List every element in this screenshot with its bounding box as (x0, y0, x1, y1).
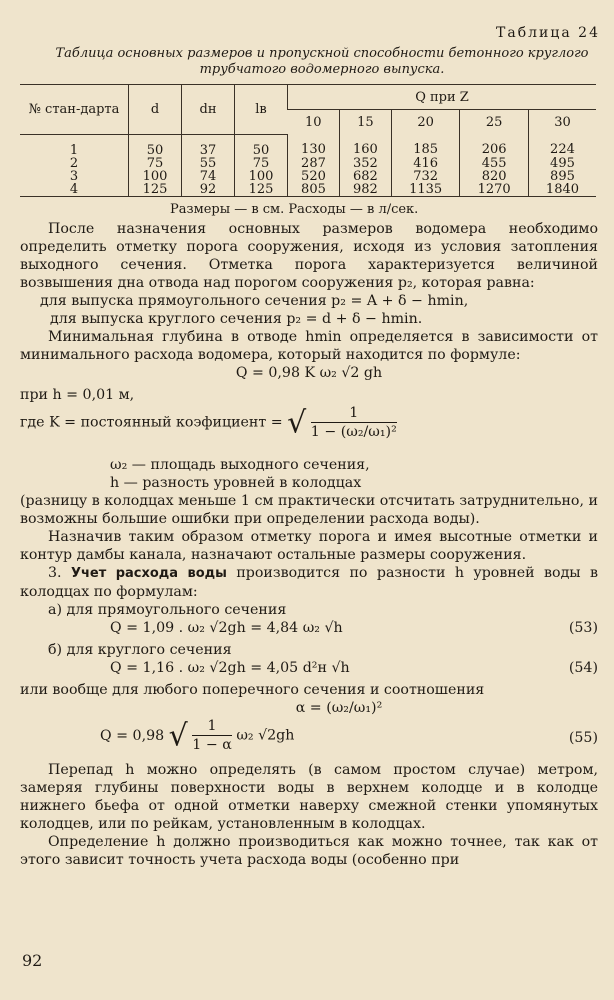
table-cell: 74 (182, 170, 235, 183)
paragraph: (разницу в колодцах меньше 1 см практически отсчитать затруднительно, и возможны большие ошибки при определении расхода воды). (20, 493, 598, 527)
table-number: Таблица 24 (496, 25, 600, 41)
formula-text: Q = 1,16 . ω₂ √2gh = 4,05 d²н √h (110, 660, 350, 676)
paragraph: Определение h должно производиться как можно точнее, так как от этого зависит точность учета расхода воды (особенно при (20, 834, 598, 868)
table-cell: 495 (528, 157, 596, 170)
formula-line: для выпуска круглого сечения p₂ = d + δ − hmin. (50, 311, 423, 327)
paragraph: Перепад h можно определять (в самом простом случае) метром, замеряя глубины поверхности воды в верхнем колодце и в колодце нижнего бьефа от одной отметки наверху смежной стенки упомянутых колодцев, или по рейкам, установленным в колодцах. (20, 762, 598, 832)
table-cell: 352 (339, 157, 391, 170)
table-note: Размеры — в см. Расходы — в л/сек. (170, 202, 419, 217)
paragraph-section-3 (20, 564, 598, 601)
equation-number: (53) (568, 620, 598, 636)
formula-55 (20, 717, 598, 761)
fraction (311, 404, 397, 441)
table-cell: 1840 (528, 183, 596, 197)
sqrt-icon: √ (168, 718, 188, 754)
table-cell: 92 (182, 183, 235, 197)
header-q-at-z: Q при Z (288, 85, 597, 110)
header-standard-no: № стан-дарта (20, 85, 129, 135)
fraction-numerator: 1 (192, 717, 232, 736)
paragraph: Назначив таким образом отметку порога и имея высотные отметки и контур дамбы канала, назначают остальные размеры сооружения. (20, 529, 598, 563)
paragraph: После назначения основных размеров водомера необходимо определить отметку порога сооружения, исходя из условия затопления выходного сечения. Отметка порога характеризуется величиной возвышения дна отвода над порогом сооружения p₂, которая равна: (20, 221, 598, 291)
table-cell: 805 (288, 183, 340, 197)
fraction (192, 717, 232, 754)
header-dh: dн (182, 85, 235, 135)
formula-k-lead: где K = постоянный коэфициент = (20, 414, 283, 431)
header-l: lв (235, 85, 288, 135)
table-cell: 55 (182, 157, 235, 170)
table-cell: 206 (460, 134, 529, 157)
paragraph: или вообще для любого поперечного сечения и соотношения (20, 682, 485, 698)
alpha-definition: α = (ω₂/ω₁)² (295, 700, 383, 716)
table-cell: 4 (20, 183, 129, 197)
list-item: б) для круглого сечения (48, 642, 232, 658)
fraction-denominator: 1 − (ω₂/ω₁)² (310, 424, 397, 440)
header-d: d (129, 85, 182, 135)
formula-54 (20, 659, 598, 681)
table-cell: 416 (391, 157, 460, 170)
table-cell: 287 (288, 157, 340, 170)
section-heading: Учет расхода воды (70, 566, 227, 581)
header-z-value: 30 (528, 110, 596, 135)
table-caption: Таблица основных размеров и пропускной способности бетонного круглого трубчатого водомерного выпуска. (55, 46, 589, 77)
table-cell: 50 (129, 134, 182, 157)
table-cell: 1 (69, 142, 79, 158)
equation-number: (54) (568, 660, 598, 676)
table-cell: 75 (235, 157, 288, 170)
header-z-value: 10 (288, 110, 340, 135)
table-row (20, 157, 596, 170)
table-cell: 125 (235, 183, 288, 197)
table-row (20, 183, 596, 197)
formula: Q = 0,98 K ω₂ √2 gh (235, 365, 383, 381)
table-cell: 125 (129, 183, 182, 197)
table-cell: 682 (339, 170, 391, 183)
equation-number: (55) (568, 730, 598, 746)
definition: h — разность уровней в колодцах (110, 475, 362, 491)
table-cell: 820 (460, 170, 529, 183)
table-cell: 160 (339, 134, 391, 157)
formula-k (20, 404, 598, 456)
table-cell: 75 (129, 157, 182, 170)
fraction-numerator: 1 (311, 404, 397, 423)
formula-text: Q = 1,09 . ω₂ √2gh = 4,84 ω₂ √h (110, 620, 343, 636)
table-cell: 185 (391, 134, 460, 157)
paragraph: при h = 0,01 м, (20, 387, 135, 403)
table-cell: 3 (69, 168, 79, 184)
page-number: 92 (22, 951, 43, 970)
table-cell: 982 (339, 183, 391, 197)
table-cell: 1270 (460, 183, 529, 197)
table-cell: 2 (69, 155, 79, 171)
table-cell: 224 (528, 134, 596, 157)
body-text (20, 220, 598, 869)
table-cell: 100 (129, 170, 182, 183)
header-z-value: 20 (391, 110, 460, 135)
list-item: а) для прямоугольного сечения (48, 602, 287, 618)
fraction-denominator: 1 − α (192, 737, 232, 753)
table-cell: 455 (460, 157, 529, 170)
section-text: производится по разности h уровней воды в колодцах по формулам: (20, 565, 598, 600)
table-cell: 100 (235, 170, 288, 183)
table-cell: 130 (288, 134, 340, 157)
formula-lead: Q = 0,98 (100, 727, 165, 744)
table-cell: 37 (182, 134, 235, 157)
formula-53 (20, 619, 598, 641)
formula-tail: ω₂ √2gh (236, 727, 295, 744)
paragraph: Минимальная глубина в отводе hmin определяется в зависимости от минимального расхода водомера, который находится по формуле: (20, 329, 598, 363)
header-z-value: 15 (339, 110, 391, 135)
table-cell: 895 (528, 170, 596, 183)
section-number: 3. (48, 565, 62, 581)
table-cell: 50 (235, 134, 288, 157)
table-cell: 520 (288, 170, 340, 183)
table-cell: 1135 (391, 183, 460, 197)
sqrt-icon: √ (287, 405, 307, 441)
table-cell: 732 (391, 170, 460, 183)
table-row (20, 170, 596, 183)
formula-line: для выпуска прямоугольного сечения p₂ = A + δ − hmin, (40, 293, 469, 309)
table-row (20, 134, 596, 157)
definition: ω₂ — площадь выходного сечения, (110, 457, 370, 473)
header-z-value: 25 (460, 110, 529, 135)
dimensions-table (20, 84, 596, 197)
